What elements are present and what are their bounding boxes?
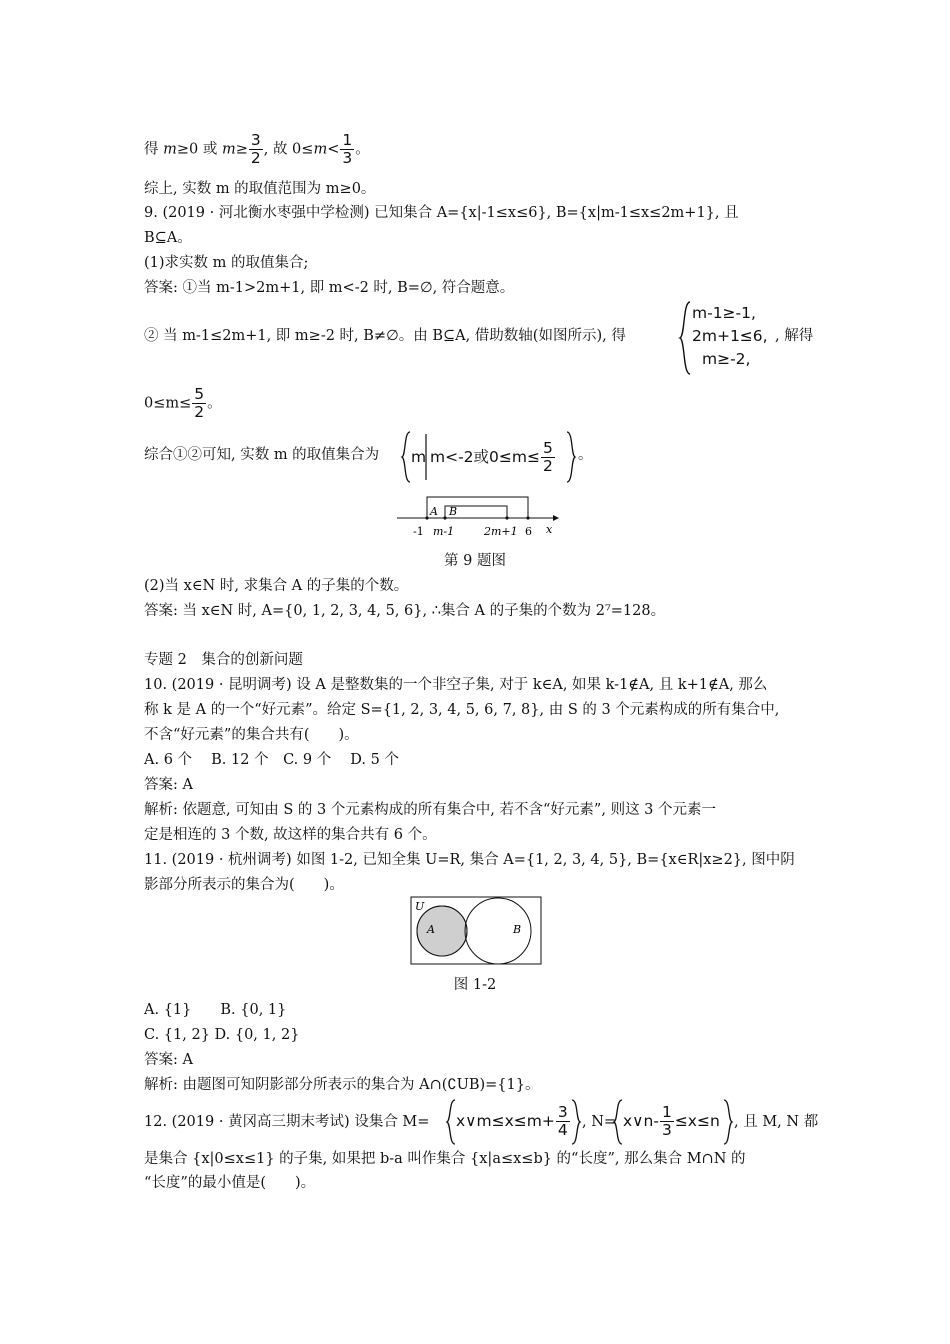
line-1	[144, 132, 370, 167]
q9-line-7b: 。	[578, 447, 593, 463]
right-brace	[722, 1098, 734, 1146]
inequality-system	[692, 302, 768, 371]
fraction: $\frac{3}{2}$	[250, 131, 261, 167]
q12-line-3: “长度”的最小值是( )。	[144, 1175, 316, 1191]
condition: m<-2或0≤m≤	[430, 448, 540, 466]
q10-answer: 答案: A	[144, 777, 193, 793]
label-B: B	[449, 505, 458, 518]
set-N-expression	[623, 1098, 720, 1144]
right-brace	[570, 1098, 582, 1146]
q11-line-1: 11. (2019 · 杭州调考) 如图 1-2, 已知全集 U=R, 集合 A={1, 2, 3, 4, 5}, B={x∈R|x≥2}, 图中阴	[144, 852, 795, 868]
q9-line-5b: , 解得	[775, 328, 814, 344]
fraction: $\frac{5}{2}$	[194, 385, 205, 421]
fraction: $\frac{1}{3}$	[342, 131, 353, 167]
q9-line-9: 答案: 当 x∈N 时, A={0, 1, 2, 3, 4, 5, 6}, ∴集合 A 的子集的个数为 2⁷=128。	[144, 603, 666, 619]
text: 0≤m≤	[144, 395, 192, 412]
q9-line-2: B⊆A。	[144, 230, 192, 246]
topic-2-heading: 专题 2 集合的创新问题	[144, 652, 303, 668]
fraction: $\frac{5}{2}$	[542, 439, 553, 475]
label-A: A	[427, 923, 435, 936]
var-m: m	[411, 448, 427, 466]
venn-diagram	[410, 896, 542, 966]
condition: x∨n-	[623, 1112, 659, 1130]
number-line-figure	[395, 493, 565, 541]
q9-line-7	[144, 445, 379, 465]
inequality-2: 2m+1≤6,	[692, 327, 768, 345]
condition: x∨m≤x≤m+	[456, 1112, 555, 1130]
q9-line-4: 答案: ①当 m-1>2m+1, 即 m<-2 时, B=∅, 符合题意。	[144, 280, 515, 296]
tick-neg1: -1	[413, 525, 424, 538]
inequality-1: m-1≥-1,	[692, 304, 756, 322]
text: , 故 0≤	[263, 141, 314, 158]
text: 综合①②可知, 实数 m 的取值集合为	[144, 447, 380, 463]
figure-1-2-caption: 图 1-2	[453, 977, 497, 993]
q10-analysis-1: 解析: 依题意, 可知由 S 的 3 个元素构成的所有集合中, 若不含“好元素”, 则这 3 个元素一	[144, 802, 717, 818]
q10-line-3: 不含“好元素”的集合共有( )。	[144, 727, 359, 743]
axis-x: x	[546, 523, 553, 536]
set-divider	[424, 432, 428, 482]
label-U: U	[415, 900, 425, 913]
q11-answer: 答案: A	[144, 1052, 193, 1068]
arrow-head	[553, 515, 559, 521]
var-m: m	[221, 141, 236, 158]
q10-line-2: 称 k 是 A 的一个“好元素”。给定 S={1, 2, 3, 4, 5, 6, 7, 8}, 由 S 的 3 个元素构成的所有集合中,	[144, 702, 780, 718]
q11-options-2: C. {1, 2} D. {0, 1, 2}	[144, 1027, 300, 1043]
q12-line-1a: 12. (2019 · 黄冈高三期末考试) 设集合 M=	[144, 1114, 430, 1130]
fraction: $\frac{3}{4}$	[557, 1103, 568, 1139]
condition: ≤x≤n	[674, 1112, 720, 1130]
text: 得	[144, 141, 164, 158]
set-condition	[430, 433, 556, 481]
tick-m-1: m-1	[433, 525, 455, 538]
var-m: m	[313, 141, 328, 158]
q9-line-3: (1)求实数 m 的取值集合;	[144, 255, 309, 271]
q11-options-1: A. {1} B. {0, 1}	[144, 1002, 287, 1018]
text: 。	[355, 141, 370, 158]
label-A: A	[430, 505, 438, 518]
text: 。	[207, 395, 222, 412]
q10-options: A. 6 个 B. 12 个 C. 9 个 D. 5 个	[144, 752, 399, 768]
text: <	[327, 141, 340, 158]
q12-line-1b: , N=	[582, 1114, 617, 1130]
line-2: 综上, 实数 m 的取值范围为 m≥0。	[144, 181, 376, 197]
figure-9-caption: 第 9 题图	[444, 553, 506, 569]
tick-6: 6	[525, 525, 532, 538]
left-brace	[678, 300, 692, 376]
text: ≥0 或	[176, 141, 222, 158]
q12-line-1c: , 且 M, N 都	[734, 1114, 819, 1130]
circle-B	[465, 898, 531, 964]
right-brace	[565, 430, 577, 484]
tick-2m+1: 2m+1	[484, 525, 518, 538]
q10-line-1: 10. (2019 · 昆明调考) 设 A 是整数集的一个非空子集, 对于 k∈A, 如果 k-1∉A, 且 k+1∉A, 那么	[144, 677, 768, 693]
q12-line-2: 是集合 {x|0≤x≤1} 的子集, 如果把 b-a 叫作集合 {x|a≤x≤b} 的“长度”, 那么集合 M∩N 的	[144, 1151, 746, 1167]
set-M-expression	[456, 1098, 571, 1144]
q11-line-2: 影部分所表示的集合为( )。	[144, 877, 344, 893]
label-B: B	[513, 923, 522, 936]
inequality-3: m≥-2,	[702, 350, 751, 368]
q9-line-1: 9. (2019 · 河北衡水枣强中学检测) 已知集合 A={x|-1≤x≤6}, B={x|m-1≤x≤2m+1}, 且	[144, 205, 739, 221]
q9-line-8: (2)当 x∈N 时, 求集合 A 的子集的个数。	[144, 578, 409, 594]
q9-line-5: ② 当 m-1≤2m+1, 即 m≥-2 时, B≠∅。由 B⊆A, 借助数轴(如图所示), 得	[144, 328, 626, 344]
q9-line-6	[144, 386, 222, 421]
text: ≥	[235, 141, 248, 158]
q11-analysis: 解析: 由题图可知阴影部分所表示的集合为 A∩(∁UB)={1}。	[144, 1077, 540, 1093]
var-m: m	[163, 141, 177, 158]
q10-analysis-2: 定是相连的 3 个数, 故这样的集合共有 6 个。	[144, 827, 437, 843]
fraction: $\frac{1}{3}$	[661, 1103, 672, 1139]
